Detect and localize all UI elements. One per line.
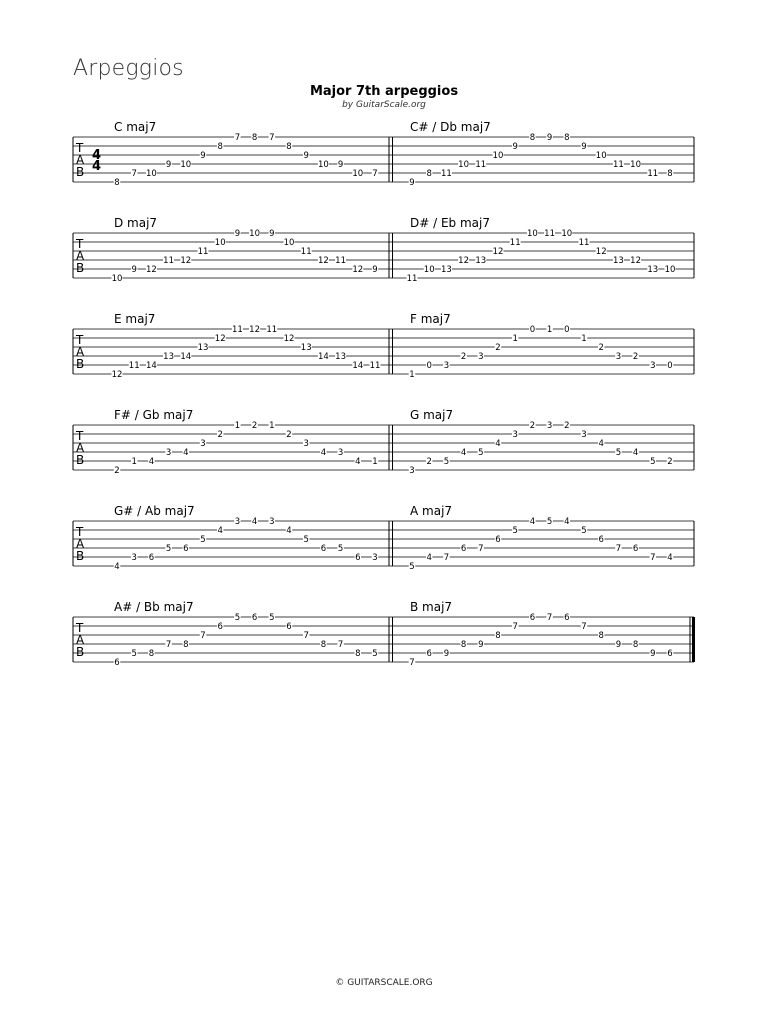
fret-number: 8 (355, 649, 361, 659)
fret-number: 5 (409, 562, 415, 572)
tab-system (73, 312, 694, 380)
fret-number: 9 (234, 229, 241, 239)
fret-number: 8 (667, 169, 673, 179)
fret-number: 4 (667, 553, 673, 563)
fret-number: 8 (114, 178, 120, 188)
fret-number: 9 (165, 160, 172, 170)
fret-number: 12 (283, 334, 295, 344)
fret-number: 8 (217, 142, 223, 152)
fret-number: 6 (460, 544, 467, 554)
fret-number: 1 (512, 334, 518, 344)
fret-number: 9 (581, 142, 587, 152)
fret-number: 11 (612, 160, 624, 170)
tab-clef-letter: B (76, 261, 85, 275)
fret-number: 5 (512, 526, 518, 536)
fret-number: 2 (598, 343, 604, 353)
fret-number: 2 (251, 421, 258, 431)
fret-number: 9 (615, 640, 622, 650)
fret-number: 13 (440, 265, 452, 275)
fret-number: 13 (335, 352, 347, 362)
fret-number: 7 (615, 544, 622, 554)
fret-number: 3 (546, 421, 553, 431)
fret-number: 3 (303, 439, 309, 449)
fret-number: 12 (458, 256, 470, 266)
chord-label: D maj7 (114, 216, 158, 230)
fret-number: 14 (352, 361, 364, 371)
fret-number: 12 (111, 370, 123, 380)
fret-number: 8 (286, 142, 292, 152)
fret-number: 12 (317, 256, 329, 266)
fret-number: 2 (426, 457, 432, 467)
fret-number: 10 (214, 238, 226, 248)
fret-number: 6 (667, 649, 673, 659)
fret-number: 3 (615, 352, 622, 362)
fret-number: 9 (337, 160, 344, 170)
fret-number: 10 (595, 151, 607, 161)
tab-clef-letter: A (76, 153, 85, 167)
fret-number: 6 (286, 622, 292, 632)
fret-number: 3 (512, 430, 518, 440)
fret-number: 5 (200, 535, 206, 545)
fret-number: 6 (114, 658, 120, 668)
tab-clef-letter: T (76, 429, 84, 443)
fret-number: 7 (478, 544, 484, 554)
fret-number: 9 (512, 142, 518, 152)
document-heading: Major 7th arpeggios (309, 84, 459, 99)
fret-number: 0 (426, 361, 432, 371)
fret-number: 4 (183, 448, 189, 458)
fret-number: 7 (337, 640, 344, 650)
fret-number: 7 (581, 622, 587, 632)
fret-number: 11 (128, 361, 140, 371)
fret-number: 7 (269, 133, 275, 143)
chord-label: G maj7 (410, 408, 454, 422)
fret-number: 8 (251, 133, 258, 143)
fret-number: 2 (564, 421, 570, 431)
tab-clef-letter: T (76, 333, 84, 347)
fret-number: 10 (561, 229, 573, 239)
fret-number: 4 (217, 526, 223, 536)
fret-number: 10 (423, 265, 435, 275)
tab-clef-letter: B (76, 357, 85, 371)
tab-clef-letter: B (76, 453, 85, 467)
fret-number: 10 (145, 169, 157, 179)
fret-number: 8 (529, 133, 536, 143)
fret-number: 8 (183, 640, 189, 650)
fret-number: 7 (409, 658, 415, 668)
tab-clef-letter: B (76, 165, 85, 179)
fret-number: 5 (546, 517, 553, 527)
copyright-footer: © GUITARSCALE.ORG (335, 978, 433, 988)
time-signature-digit: 4 (92, 148, 102, 163)
fret-number: 6 (251, 613, 258, 623)
fret-number: 4 (251, 517, 258, 527)
tab-system (73, 408, 694, 476)
chord-label: E maj7 (114, 312, 156, 326)
fret-number: 7 (200, 631, 206, 641)
fret-number: 6 (217, 622, 223, 632)
fret-number: 12 (630, 256, 642, 266)
fret-number: 12 (595, 247, 607, 257)
tab-clef-letter: A (76, 441, 85, 455)
fret-number: 13 (300, 343, 312, 353)
fret-number: 11 (335, 256, 347, 266)
fret-number: 11 (406, 274, 418, 284)
fret-number: 5 (234, 613, 241, 623)
fret-number: 3 (443, 361, 450, 371)
fret-number: 9 (409, 178, 415, 188)
fret-number: 4 (564, 517, 570, 527)
fret-number: 3 (478, 352, 484, 362)
fret-number: 5 (269, 613, 275, 623)
fret-number: 1 (234, 421, 241, 431)
fret-number: 12 (214, 334, 226, 344)
tab-clef-letter: B (76, 549, 85, 563)
fret-number: 9 (303, 151, 309, 161)
final-barline-thick (692, 617, 695, 662)
fret-number: 3 (269, 517, 275, 527)
chord-label: A# / Bb maj7 (114, 600, 194, 614)
fret-number: 11 (440, 169, 452, 179)
fret-number: 7 (512, 622, 518, 632)
page-title: Arpeggios (73, 56, 184, 81)
fret-number: 1 (131, 457, 137, 467)
fret-number: 4 (286, 526, 292, 536)
fret-number: 2 (632, 352, 639, 362)
fret-number: 9 (478, 640, 484, 650)
fret-number: 7 (372, 169, 378, 179)
fret-number: 12 (249, 325, 261, 335)
fret-number: 4 (148, 457, 155, 467)
fret-number: 5 (478, 448, 484, 458)
fret-number: 11 (231, 325, 243, 335)
fret-number: 11 (647, 169, 659, 179)
fret-number: 9 (650, 649, 656, 659)
tab-clef-letter: A (76, 249, 85, 263)
fret-number: 10 (249, 229, 261, 239)
fret-number: 2 (286, 430, 292, 440)
fret-number: 3 (234, 517, 241, 527)
fret-number: 13 (612, 256, 624, 266)
fret-number: 1 (546, 325, 553, 335)
fret-number: 5 (650, 457, 656, 467)
fret-number: 7 (546, 613, 553, 623)
fret-number: 4 (632, 448, 639, 458)
fret-number: 5 (303, 535, 309, 545)
fret-number: 9 (546, 133, 553, 143)
chord-label: G# / Ab maj7 (114, 504, 195, 518)
fret-number: 8 (460, 640, 467, 650)
fret-number: 9 (372, 265, 378, 275)
fret-number: 9 (200, 151, 206, 161)
fret-number: 13 (163, 352, 175, 362)
fret-number: 6 (426, 649, 432, 659)
fret-number: 11 (475, 160, 487, 170)
fret-number: 1 (372, 457, 378, 467)
fret-number: 11 (163, 256, 175, 266)
fret-number: 5 (443, 457, 450, 467)
fret-number: 7 (165, 640, 172, 650)
fret-number: 3 (372, 553, 378, 563)
fret-number: 6 (355, 553, 361, 563)
fret-number: 4 (529, 517, 536, 527)
fret-number: 13 (475, 256, 487, 266)
fret-number: 6 (529, 613, 536, 623)
chord-label: B maj7 (410, 600, 453, 614)
fret-number: 11 (544, 229, 556, 239)
fret-number: 0 (667, 361, 673, 371)
fret-number: 4 (598, 439, 604, 449)
fret-number: 14 (145, 361, 157, 371)
fret-number: 6 (183, 544, 189, 554)
fret-number: 5 (337, 544, 344, 554)
fret-number: 7 (650, 553, 656, 563)
fret-number: 0 (529, 325, 536, 335)
fret-number: 9 (443, 649, 450, 659)
fret-number: 2 (114, 466, 120, 476)
fret-number: 11 (509, 238, 521, 248)
fret-number: 2 (217, 430, 223, 440)
tab-clef-letter: B (76, 645, 85, 659)
fret-number: 8 (564, 133, 570, 143)
fret-number: 2 (495, 343, 501, 353)
fret-number: 11 (578, 238, 590, 248)
tab-clef-letter: A (76, 345, 85, 359)
fret-number: 7 (131, 169, 137, 179)
fret-number: 10 (317, 160, 329, 170)
fret-number: 4 (495, 439, 501, 449)
tab-clef-letter: T (76, 141, 84, 155)
fret-number: 1 (581, 334, 587, 344)
fret-number: 8 (495, 631, 501, 641)
fret-number: 5 (615, 448, 622, 458)
tab-clef-letter: T (76, 237, 84, 251)
fret-number: 5 (581, 526, 587, 536)
fret-number: 0 (564, 325, 570, 335)
fret-number: 11 (197, 247, 209, 257)
tab-clef-letter: T (76, 525, 84, 539)
fret-number: 3 (337, 448, 344, 458)
fret-number: 10 (180, 160, 192, 170)
time-signature-digit: 4 (92, 159, 102, 174)
fret-number: 10 (664, 265, 676, 275)
fret-number: 2 (529, 421, 536, 431)
document-byline: by GuitarScale.org (342, 100, 426, 110)
fret-number: 9 (269, 229, 275, 239)
fret-number: 10 (283, 238, 295, 248)
chord-label: C# / Db maj7 (410, 120, 491, 134)
fret-number: 6 (598, 535, 604, 545)
chord-label: F maj7 (410, 312, 451, 326)
fret-number: 4 (114, 562, 120, 572)
fret-number: 8 (148, 649, 155, 659)
fret-number: 3 (165, 448, 172, 458)
chord-label: F# / Gb maj7 (114, 408, 194, 422)
fret-number: 3 (581, 430, 587, 440)
fret-number: 3 (200, 439, 206, 449)
chord-label: D# / Eb maj7 (410, 216, 490, 230)
fret-number: 5 (165, 544, 172, 554)
fret-number: 3 (650, 361, 656, 371)
fret-number: 1 (269, 421, 275, 431)
fret-number: 13 (647, 265, 659, 275)
fret-number: 8 (598, 631, 604, 641)
fret-number: 3 (131, 553, 137, 563)
fret-number: 7 (234, 133, 241, 143)
fret-number: 4 (320, 448, 327, 458)
fret-number: 10 (526, 229, 538, 239)
fret-number: 4 (355, 457, 361, 467)
fret-number: 13 (197, 343, 209, 353)
tab-clef-letter: A (76, 537, 85, 551)
tab-system (73, 504, 694, 572)
fret-number: 7 (303, 631, 309, 641)
fret-number: 10 (492, 151, 504, 161)
fret-number: 3 (409, 466, 415, 476)
tab-system (73, 120, 694, 188)
fret-number: 14 (317, 352, 329, 362)
fret-number: 9 (131, 265, 137, 275)
fret-number: 6 (320, 544, 327, 554)
fret-number: 10 (458, 160, 470, 170)
fret-number: 6 (564, 613, 570, 623)
fret-number: 10 (111, 274, 123, 284)
fret-number: 11 (300, 247, 312, 257)
fret-number: 10 (352, 169, 364, 179)
fret-number: 6 (632, 544, 639, 554)
fret-number: 4 (460, 448, 467, 458)
tab-clef-letter: T (76, 621, 84, 635)
fret-number: 14 (180, 352, 192, 362)
fret-number: 6 (495, 535, 501, 545)
chord-label: A maj7 (410, 504, 453, 518)
fret-number: 12 (145, 265, 157, 275)
fret-number: 7 (443, 553, 450, 563)
fret-number: 5 (372, 649, 378, 659)
fret-number: 8 (632, 640, 639, 650)
fret-number: 5 (131, 649, 137, 659)
fret-number: 12 (180, 256, 192, 266)
tab-system (73, 216, 694, 284)
fret-number: 8 (426, 169, 432, 179)
fret-number: 10 (630, 160, 642, 170)
fret-number: 2 (460, 352, 467, 362)
fret-number: 2 (667, 457, 673, 467)
tab-system (73, 600, 695, 668)
fret-number: 4 (426, 553, 432, 563)
chord-label: C maj7 (114, 120, 157, 134)
fret-number: 8 (320, 640, 327, 650)
fret-number: 11 (369, 361, 381, 371)
fret-number: 6 (148, 553, 155, 563)
fret-number: 12 (352, 265, 364, 275)
fret-number: 11 (266, 325, 278, 335)
fret-number: 12 (492, 247, 504, 257)
fret-number: 1 (409, 370, 415, 380)
tab-clef-letter: A (76, 633, 85, 647)
